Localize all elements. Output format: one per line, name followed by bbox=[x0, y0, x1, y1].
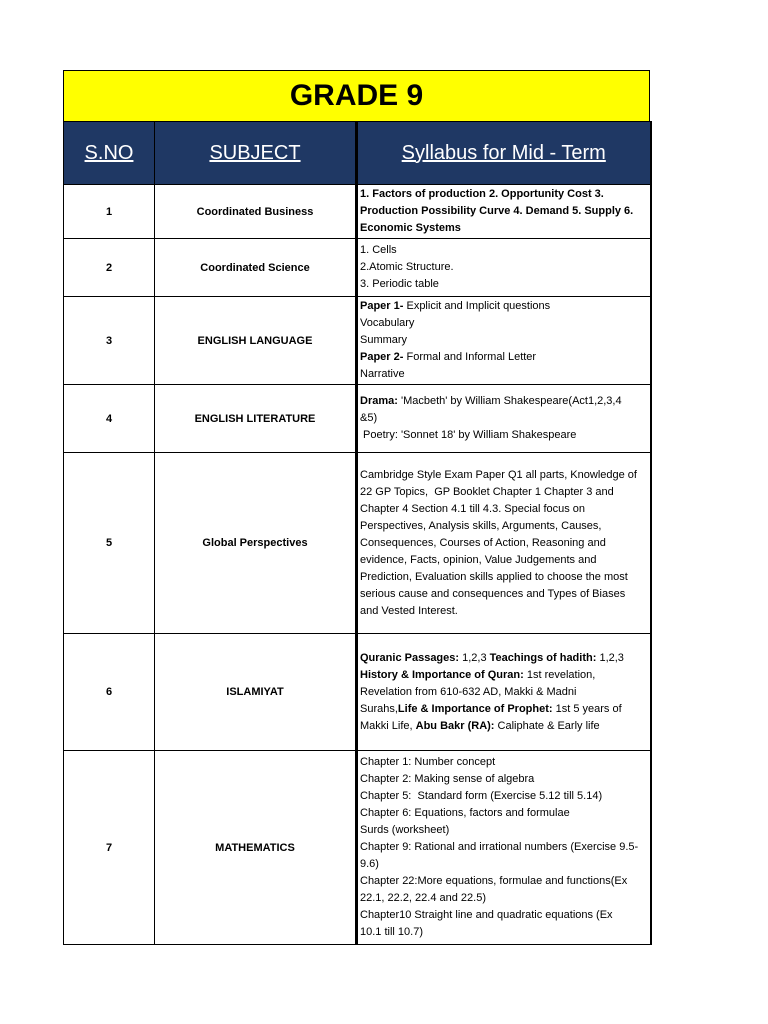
syllabus-line: Surds (worksheet) bbox=[360, 824, 450, 836]
syllabus-line bbox=[360, 298, 648, 315]
syllabus-line: 1. Factors of production 2. Opportunity Cost 3. bbox=[360, 188, 604, 200]
syllabus-line: Narrative bbox=[360, 368, 405, 380]
syllabus-line: Production Possibility Curve 4. Demand 5. Supply 6. bbox=[360, 205, 634, 217]
makki-text: Makki Life, bbox=[360, 719, 416, 732]
syllabus-line: Cambridge Style Exam Paper Q1 all parts, Knowledge of bbox=[360, 468, 637, 481]
row-subject: Coordinated Business bbox=[155, 185, 357, 239]
syllabus-line: Chapter 6: Equations, factors and formulae bbox=[360, 807, 570, 819]
syllabus-line: Chapter 5: Standard form (Exercise 5.12 till 5.14) bbox=[360, 790, 603, 802]
header-syllabus: Syllabus for Mid - Term bbox=[357, 122, 651, 185]
header-subject: SUBJECT bbox=[155, 122, 357, 185]
syllabus-line bbox=[360, 667, 648, 684]
syllabus-line: and Vested Interest. bbox=[360, 604, 458, 617]
table-row bbox=[64, 385, 651, 453]
row-subject: Coordinated Science bbox=[155, 239, 357, 297]
syllabus-line: Summary bbox=[360, 334, 408, 346]
syllabus-line bbox=[360, 393, 648, 410]
syllabus-line: Prediction, Evaluation skills applied to choose the most bbox=[360, 570, 628, 583]
paper2-label: Paper 2- bbox=[360, 351, 404, 363]
syllabus-line: Chapter 4 Section 4.1 till 4.3. Special focus on bbox=[360, 502, 586, 515]
quranic-label: Quranic Passages: bbox=[360, 651, 460, 664]
syllabus-line: serious cause and consequences and Types of Biases bbox=[360, 587, 626, 600]
hadith-text: 1,2,3 bbox=[596, 651, 624, 664]
syllabus-sheet bbox=[63, 70, 650, 945]
table-row bbox=[64, 185, 651, 239]
syllabus-line: Chapter 9: Rational and irrational numbers (Exercise 9.5- bbox=[360, 841, 639, 853]
row-sno: 4 bbox=[64, 385, 155, 453]
syllabus-line: 1. Cells bbox=[360, 244, 397, 256]
row-sno: 7 bbox=[64, 751, 155, 945]
row-sno: 3 bbox=[64, 297, 155, 385]
syllabus-line: Economic Systems bbox=[360, 222, 461, 234]
syllabus-line: &5) bbox=[360, 412, 378, 424]
syllabus-line: Consequences, Courses of Action, Reasoning and bbox=[360, 536, 606, 549]
history-text: 1st revelation, bbox=[523, 668, 596, 681]
syllabus-line: 10.1 till 10.7) bbox=[360, 926, 423, 938]
table-row bbox=[64, 751, 651, 945]
syllabus-line: 3. Periodic table bbox=[360, 278, 439, 290]
paper2-text: Formal and Informal Letter bbox=[403, 351, 537, 363]
syllabus-line bbox=[360, 718, 648, 735]
paper1-label: Paper 1- bbox=[360, 300, 404, 312]
header-row bbox=[64, 122, 651, 185]
life-label: Life & Importance of Prophet: bbox=[397, 702, 553, 715]
row-syllabus bbox=[357, 751, 651, 945]
life-text: 1st 5 years of bbox=[552, 702, 622, 715]
row-syllabus bbox=[357, 634, 651, 751]
syllabus-table bbox=[63, 121, 652, 945]
table-row bbox=[64, 634, 651, 751]
syllabus-line: Chapter 22:More equations, formulae and functions(Ex bbox=[360, 875, 628, 887]
row-subject: MATHEMATICS bbox=[155, 751, 357, 945]
row-syllabus bbox=[357, 185, 651, 239]
syllabus-line bbox=[360, 349, 648, 366]
history-label: History & Importance of Quran: bbox=[360, 668, 524, 681]
row-sno: 6 bbox=[64, 634, 155, 751]
syllabus-line: 9.6) bbox=[360, 858, 379, 870]
drama-label: Drama: bbox=[360, 395, 398, 407]
syllabus-line: Chapter 1: Number concept bbox=[360, 756, 496, 768]
syllabus-line: Vocabulary bbox=[360, 317, 415, 329]
surahs-text: Surahs, bbox=[360, 702, 398, 715]
syllabus-line: 2.Atomic Structure. bbox=[360, 261, 454, 273]
syllabus-line: Poetry: 'Sonnet 18' by William Shakespeare bbox=[360, 429, 577, 441]
table-row bbox=[64, 453, 651, 634]
row-syllabus bbox=[357, 297, 651, 385]
header-sno: S.NO bbox=[64, 122, 155, 185]
syllabus-line: Chapter 2: Making sense of algebra bbox=[360, 773, 535, 785]
row-subject: Global Perspectives bbox=[155, 453, 357, 634]
syllabus-line bbox=[360, 650, 648, 667]
table-row bbox=[64, 297, 651, 385]
row-syllabus bbox=[357, 385, 651, 453]
abubakr-label: Abu Bakr (RA): bbox=[415, 719, 495, 732]
row-syllabus bbox=[357, 453, 651, 634]
row-sno: 5 bbox=[64, 453, 155, 634]
syllabus-line: Revelation from 610-632 AD, Makki & Madni bbox=[360, 685, 577, 698]
syllabus-line bbox=[360, 701, 648, 718]
table-row bbox=[64, 239, 651, 297]
hadith-label: Teachings of hadith: bbox=[489, 651, 597, 664]
syllabus-line: 22 GP Topics, GP Booklet Chapter 1 Chapter 3 and bbox=[360, 485, 614, 498]
row-subject: ENGLISH LANGUAGE bbox=[155, 297, 357, 385]
syllabus-line: 22.1, 22.2, 22.4 and 22.5) bbox=[360, 892, 486, 904]
paper1-text: Explicit and Implicit questions bbox=[403, 300, 551, 312]
abubakr-text: Caliphate & Early life bbox=[494, 719, 600, 732]
syllabus-line: Perspectives, Analysis skills, Arguments, Causes, bbox=[360, 519, 602, 532]
row-subject: ISLAMIYAT bbox=[155, 634, 357, 751]
grade-title: GRADE 9 bbox=[63, 70, 650, 121]
row-subject: ENGLISH LITERATURE bbox=[155, 385, 357, 453]
row-syllabus bbox=[357, 239, 651, 297]
row-sno: 1 bbox=[64, 185, 155, 239]
syllabus-line: Chapter10 Straight line and quadratic equations (Ex bbox=[360, 909, 613, 921]
quranic-text: 1,2,3 bbox=[459, 651, 490, 664]
row-sno: 2 bbox=[64, 239, 155, 297]
syllabus-line: evidence, Facts, opinion, Value Judgements and bbox=[360, 553, 597, 566]
drama-text: 'Macbeth' by William Shakespeare(Act1,2,3,4 bbox=[397, 395, 622, 407]
